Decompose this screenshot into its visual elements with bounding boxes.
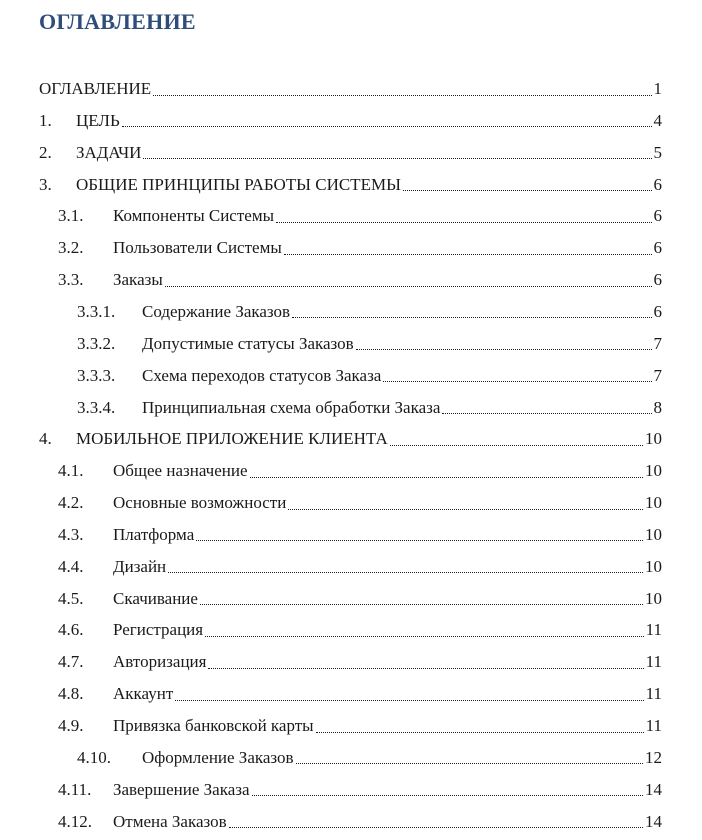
toc-entry[interactable] [58,614,662,646]
toc-entry[interactable] [58,264,662,296]
toc-entry-number: 4.5. [58,588,84,608]
toc-dot-leader [296,763,643,764]
toc-entry-title: Общее назначение [113,461,248,481]
toc-entry-number: 4.8. [58,684,84,704]
toc-dot-leader [153,95,651,96]
toc-dot-leader [288,509,643,510]
toc-entry-title: Компоненты Системы [113,206,275,226]
toc-dot-leader [403,190,652,191]
toc-dot-leader [205,636,644,637]
toc-dot-leader [143,158,651,159]
toc-entry-number: 4.10. [77,747,111,767]
toc-entry-title: Основные возможности [113,493,287,513]
toc-entry-page: 7 [653,333,662,353]
toc-entry-title: Допустимые статусы Заказов [142,333,354,353]
toc-entry-page: 7 [653,365,662,385]
toc-entry-page: 14 [645,779,662,799]
toc-entry-title: Принципиальная схема обработки Заказа [142,397,441,417]
toc-entry-page: 6 [653,174,662,194]
toc-entry-page: 11 [645,652,662,672]
toc-entry[interactable] [39,169,662,201]
toc-entry-page: 10 [645,588,662,608]
toc-entry[interactable] [58,455,662,487]
toc-entry-number: 3.3.2. [77,333,116,353]
toc-entry[interactable] [77,360,662,392]
toc-dot-leader [284,254,652,255]
toc-entry[interactable] [58,806,662,838]
toc-entry-title: Заказы [113,270,163,290]
toc-entry-number: 3. [39,174,52,194]
toc-dot-leader [316,732,644,733]
toc-heading: ОГЛАВЛЕНИЕ [39,9,196,34]
toc-entry-page: 4 [653,110,662,130]
toc-entry-title: ЗАДАЧИ [76,142,142,162]
toc-entry-page: 14 [645,811,662,831]
toc-entry-title: Платформа [113,524,195,544]
toc-entry-title: Аккаунт [113,684,174,704]
toc-dot-leader [442,413,651,414]
toc-entry-title: Отмена Заказов [113,811,227,831]
toc-dot-leader [168,572,643,573]
toc-dot-leader [200,604,643,605]
toc-dot-leader [356,349,652,350]
toc-entry[interactable] [39,73,662,105]
toc-entry-page: 12 [645,747,662,767]
toc-entry-page: 6 [653,238,662,258]
toc-entry[interactable] [58,678,662,710]
toc-entry-number: 3.2. [58,238,84,258]
toc-entry-number: 4.9. [58,716,84,735]
toc-entry-page: 10 [645,461,662,481]
toc-dot-leader [122,126,652,127]
toc-entry-number: 1. [39,110,52,130]
toc-dot-leader [252,795,643,796]
toc-entry-title: ЦЕЛЬ [76,110,120,130]
toc-entry-number: 4.2. [58,493,84,513]
toc-entry-number: 4.4. [58,556,84,576]
toc-entry-title: Пользователи Системы [113,238,282,258]
toc-entry[interactable] [39,137,662,169]
toc-entry-title: Авторизация [113,652,207,672]
toc-entry[interactable] [77,328,662,360]
toc-entry-number: 4.1. [58,461,84,481]
toc-entry-title: ОБЩИЕ ПРИНЦИПЫ РАБОТЫ СИСТЕМЫ [76,174,401,194]
toc-dot-leader [383,381,651,382]
toc-entry-title: Схема переходов статусов Заказа [142,365,382,385]
toc-entry-title: Скачивание [113,588,198,608]
toc-entry-title: МОБИЛЬНОЕ ПРИЛОЖЕНИЕ КЛИЕНТА [76,429,388,449]
toc-entry-page: 11 [645,620,662,640]
toc-entry-number: 4.7. [58,652,84,672]
toc-entry[interactable] [58,646,662,678]
toc-entry-page: 10 [645,524,662,544]
toc-entry[interactable] [58,232,662,264]
toc-entry-number: 4.11. [58,779,92,799]
toc-entry-title: Содержание Заказов [142,301,291,321]
toc-entry-page: 10 [645,429,662,449]
toc-entry[interactable] [58,487,662,519]
toc-entry-page: 10 [645,556,662,576]
toc-entry-page: 8 [653,397,662,417]
toc-dot-leader [276,222,651,223]
toc-entry[interactable] [58,583,662,615]
toc-entry-page: 5 [653,142,662,162]
toc-dot-leader [175,700,643,701]
toc-entry[interactable] [58,200,662,232]
toc-entry-number: 4.6. [58,620,84,640]
toc-entry-title: Дизайн [113,556,167,576]
toc-entry-number: 3.3.4. [77,397,116,417]
toc-entry-number: 4.3. [58,524,84,544]
toc-dot-leader [250,477,643,478]
toc-entry-title: ОГЛАВЛЕНИЕ [39,79,152,98]
toc-dot-leader [390,445,643,446]
toc-entry[interactable] [58,551,662,583]
toc-entry-page: 1 [653,79,662,98]
toc-entry-number: 3.1. [58,206,84,226]
toc-entry-page: 11 [645,684,662,704]
toc-entry-number: 3.3.3. [77,365,116,385]
toc-entry-number: 4. [39,429,52,449]
toc-dot-leader [208,668,643,669]
toc-entry[interactable] [77,296,662,328]
toc-entry-title: Завершение Заказа [113,779,250,799]
toc-entry[interactable] [58,774,662,806]
toc-dot-leader [165,286,652,287]
toc-dot-leader [292,317,651,318]
toc-entry-page: 6 [653,301,662,321]
toc-entry[interactable] [39,105,662,137]
toc-entry-page: 6 [653,270,662,290]
toc-entry-number: 4.12. [58,811,92,831]
toc-entry[interactable] [39,423,662,455]
toc-entry-page: 6 [653,206,662,226]
toc-entry-number: 3.3.1. [77,301,116,321]
toc-entry-title: Оформление Заказов [142,747,294,767]
toc-dot-leader [229,827,643,828]
toc-entry[interactable] [58,710,662,742]
toc-entry-number: 2. [39,142,52,162]
toc-entry-title: Привязка банковской карты [113,716,314,735]
toc-entry[interactable] [58,519,662,551]
toc-entry-page: 10 [645,493,662,513]
toc-entry[interactable] [77,742,662,774]
toc-entry[interactable] [77,392,662,424]
toc-entry-title: Регистрация [113,620,204,640]
toc-dot-leader [196,540,643,541]
toc-entry-number: 3.3. [58,270,84,290]
toc-entry-page: 11 [645,716,662,735]
